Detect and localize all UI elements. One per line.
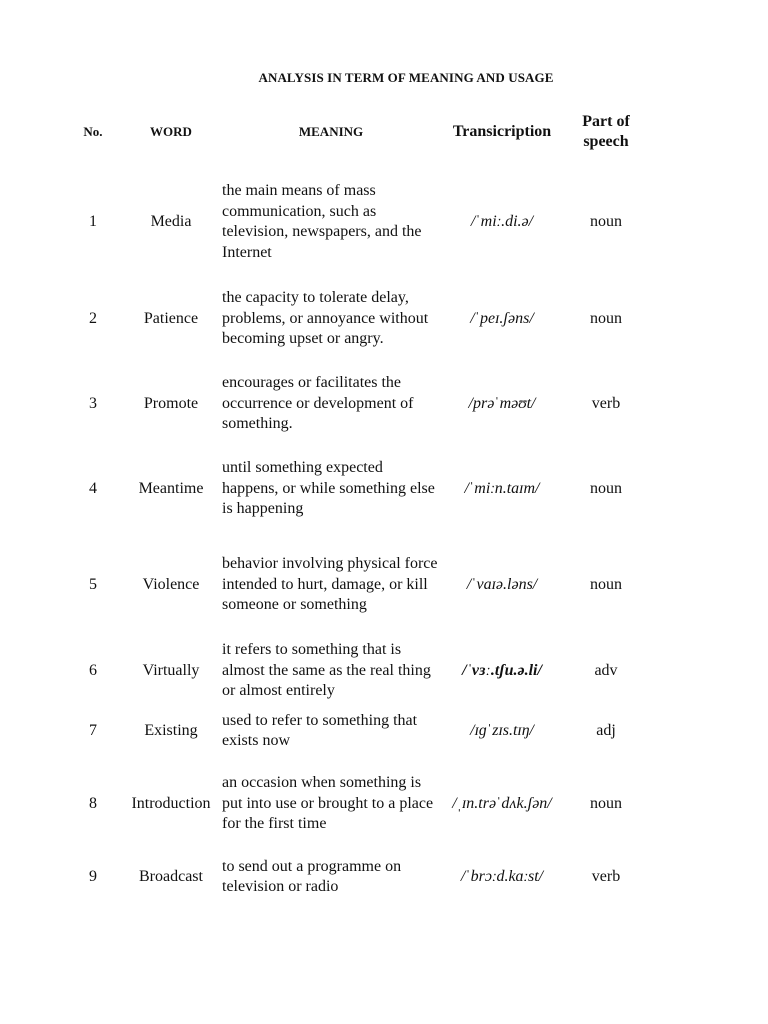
table-header (0, 110, 768, 154)
row-meaning: used to refer to something that exists now (222, 711, 418, 749)
row-transcription: /ˈvɜː.tʃu.ə.li/ (462, 661, 542, 679)
row-part-of-speech: verb (591, 394, 621, 412)
row-word: Media (150, 212, 192, 230)
row-part-of-speech: noun (590, 212, 622, 230)
row-part-of-speech: noun (590, 479, 622, 497)
header-word: WORD (150, 124, 192, 139)
table-row (0, 373, 768, 435)
row-meaning: to send out a programme on television or radio (222, 857, 402, 895)
row-number: 3 (89, 394, 97, 412)
row-transcription: /ˈmiː.di.ə/ (470, 212, 534, 230)
row-number: 8 (89, 794, 97, 812)
header-meaning: MEANING (298, 124, 364, 139)
row-word: Promote (143, 394, 199, 412)
row-meaning: until something expected happens, or while something else is happening (222, 459, 435, 518)
document-title: ANALYSIS IN TERM OF MEANING AND USAGE (258, 70, 554, 85)
header-pos-line1: Part of (582, 113, 630, 130)
row-word: Virtually (142, 661, 200, 679)
row-part-of-speech: verb (591, 867, 621, 885)
row-word: Meantime (138, 479, 204, 497)
row-number: 6 (89, 661, 97, 679)
row-part-of-speech: noun (590, 794, 622, 812)
table-row (0, 458, 768, 520)
row-transcription: /ˈbrɔːd.kɑːst/ (460, 867, 544, 885)
row-transcription: /ˌɪn.trəˈdʌk.ʃən/ (452, 794, 552, 812)
row-meaning: the main means of mass communication, such as television, newspapers, and the Internet (222, 182, 422, 261)
row-number: 4 (89, 479, 97, 497)
header-transcription: Transicription (452, 123, 552, 140)
row-meaning: encourages or facilitates the occurrence or development of something. (222, 374, 414, 433)
row-part-of-speech: adv (594, 661, 618, 679)
row-transcription: /ˈvaɪə.ləns/ (466, 575, 538, 593)
row-transcription: /ɪɡˈzɪs.tɪŋ/ (470, 721, 534, 739)
row-part-of-speech: noun (590, 309, 622, 327)
row-meaning: the capacity to tolerate delay, problems, or annoyance without becoming upset or angry. (222, 289, 429, 348)
row-part-of-speech: noun (590, 575, 622, 593)
header-pos-line2: speech (583, 133, 629, 150)
row-meaning: behavior involving physical force intended to hurt, damage, or kill someone or something (222, 555, 438, 614)
row-number: 9 (89, 867, 97, 885)
row-number: 5 (89, 575, 97, 593)
row-transcription: /prəˈməʊt/ (468, 394, 536, 412)
row-number: 7 (89, 721, 97, 739)
row-number: 1 (89, 212, 97, 230)
row-word: Patience (143, 309, 199, 327)
header-no: No. (83, 124, 103, 139)
row-meaning: an occasion when something is put into use or brought to a place for the first time (222, 774, 434, 833)
table-row (0, 544, 768, 626)
table-row (0, 710, 768, 752)
table-row (0, 640, 768, 702)
row-word: Introduction (131, 794, 211, 812)
row-number: 2 (89, 309, 97, 327)
table-row (0, 856, 768, 898)
row-part-of-speech: adj (596, 721, 616, 739)
table-row (0, 278, 768, 360)
table-row (0, 773, 768, 835)
row-word: Broadcast (139, 867, 203, 885)
table-row (0, 181, 768, 263)
row-word: Violence (142, 575, 200, 593)
row-transcription: /ˈpeɪ.ʃəns/ (470, 309, 534, 327)
row-transcription: /ˈmiːn.taɪm/ (464, 479, 540, 497)
row-meaning: it refers to something that is almost the same as the real thing or almost entirely (222, 641, 431, 700)
row-word: Existing (144, 721, 198, 739)
header-part-of-speech (568, 110, 644, 154)
